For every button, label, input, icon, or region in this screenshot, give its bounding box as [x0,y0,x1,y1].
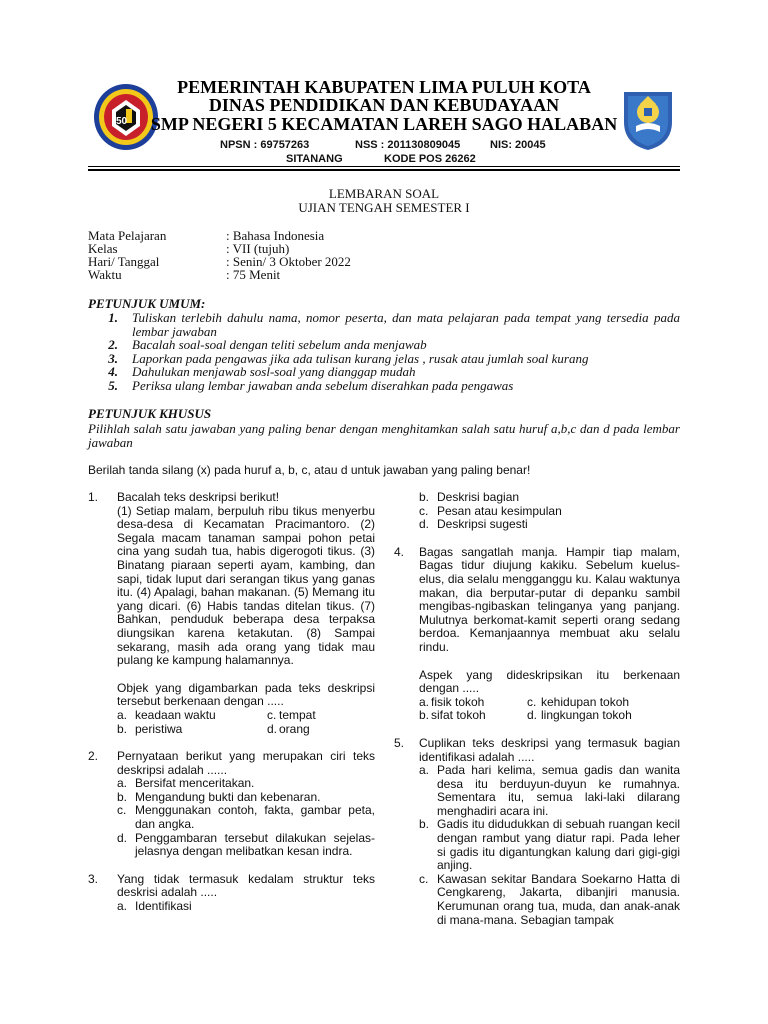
option-c[interactable]: c. Pesan atau kesimpulan [419,503,562,518]
answer-instruction: Berilah tanda silang (x) pada huruf a, b, c, atau d untuk jawaban yang paling benar! [88,463,531,477]
question-3-continued [394,491,680,532]
question-number: 4. [394,544,405,559]
letterhead-agency: DINAS PENDIDIKAN DAN KEBUDAYAAN [208,95,560,115]
identity-label: Hari/ Tanggal [88,254,160,269]
item-number: 1. [108,310,118,325]
option-a[interactable]: a. fisik tokoh [419,694,485,709]
identity-label: Mata Pelajaran [88,228,167,243]
item-number: 5. [108,377,118,393]
identity-value: : VII (tujuh) [226,241,290,256]
nis-number: NIS: 20045 [490,139,546,151]
question-intro: Bacalah teks deskripsi berikut! [117,490,280,504]
option-d[interactable]: d. Penggambaran tersebut dilakukan sejelas-jelasnya dengan melibatkan kesan indra. [117,830,375,859]
sheet-title: LEMBARAN SOAL [328,186,440,201]
item-text: Laporkan pada pengawas jika ada tulisan kurang jelas , rusak atau jumlah soal kurang [132,350,589,366]
option-a[interactable]: a. Pada hari kelima, semua gadis dan wanita desa itu berduyun-duyun ke rumahnya. Sementara itu, semua laki-laki dilarang menghadiri acara ini. [419,763,680,818]
option-c[interactable]: c. kehidupan tokoh [527,694,630,709]
list-item [88,379,680,393]
exam-identity [88,229,351,281]
right-column [394,491,680,927]
svg-text:50: 50 [116,116,128,127]
question-passage: (1) Setiap malam, berpuluh ribu tikus menyerbu desa-desa di Kecamatan Pracimantoro. (2) Segala macam tanaman sampai pohon petai cina yang sudah tua, habis digerogoti tikus. (3) Binatang piaraan seperti ayam, kambing, dan sapi, tidak luput dari serangan tikus yang ganas itu. (4) Apalagi, bahan makanan. (5) Memang itu yang dicari. (6) Habis tandas ditelan tikus. (7) Bahkan, penduduk beberapa desa terpaksa diungsikan karena ketakutan. (8) Sampai sekarang, masih ada orang yang tidak mau pulang ke kampung halamannya. [117,503,375,668]
item-number: 2. [108,337,118,352]
question-passage: Bagas sangatlah manja. Hampir tiap malam, Bagas tidur diujung kakiku. Sebelum kuelus-elus, dia selalu mengganggu ku. Kalau waktunya makan, dia berputar-putar di depanku sambil mengibas-ngibaskan telinganya yang panjang. Mulutnya berkomat-kamit seperti orang sedang berdoa. Kemanjaannya membuat aku selalu rindu. [419,544,680,654]
school-location: SITANANG [286,153,343,165]
left-column [88,491,375,914]
option-b[interactable]: b. Deskrisi bagian [419,490,520,504]
option-c[interactable]: c. tempat [267,707,316,722]
option-d[interactable]: d. orang [267,721,310,736]
option-row [117,723,375,737]
question-stem: Pernyataan berikut yang merupakan ciri teks deskripsi adalah ...... [117,749,375,777]
option-b[interactable]: b. peristiwa [117,721,183,736]
option-a[interactable]: a. Identifikasi [117,899,192,914]
option-row [419,709,680,723]
option-d[interactable]: d. lingkungan tokoh [527,708,632,723]
item-text: Dahulukan menjawab sosl-soal yang dianggap mudah [132,364,416,379]
question-number: 2. [88,749,99,764]
identity-value: : Senin/ 3 Oktober 2022 [226,254,351,269]
letterhead-school: SMP NEGERI 5 KECAMATAN LAREH SAGO HALABAN [150,114,618,134]
question-number: 3. [88,871,99,886]
identity-value: : Bahasa Indonesia [226,228,325,243]
question-stem: Yang tidak termasuk kedalam struktur teks deskrisi adalah ..... [117,871,375,900]
question-2 [88,750,375,859]
letterhead-divider-thick [88,169,680,171]
npsn-number: NPSN : 69757263 [220,139,310,151]
question-number: 5. [394,735,405,750]
general-instructions-heading: PETUNJUK UMUM: [88,296,206,311]
identity-label: Kelas [88,241,118,256]
list-item [88,352,680,366]
letterhead-divider-thin [88,166,680,167]
option-b[interactable]: b. Gadis itu didudukkan di sebuah ruangan kecil dengan rambut yang diatur rapi. Pada leher si gadis itu digantungkan kalung dari gigi-gigi anjing. [419,817,680,873]
item-text: Periksa ulang lembar jawaban anda sebelum diserahkan pada pengawas [132,377,514,393]
option-row [117,709,375,723]
option-c[interactable]: c. Kawasan sekitar Bandara Soekarno Hatta di Cengkareng, Jakarta, dibanjiri manusia. Kerumunan orang tua, muda, dan anak-anak di mana-mana. Sebagian tampak [419,871,680,927]
item-number: 4. [108,364,118,379]
question-stem: Objek yang digambarkan pada teks deskripsi tersebut berkenaan dengan ..... [117,680,375,709]
question-stem: Aspek yang dideskripsikan itu berkenaan dengan ..... [419,667,680,696]
identity-label: Waktu [88,267,122,282]
list-item [88,365,680,379]
general-instructions-list [88,311,680,392]
exam-title: UJIAN TENGAH SEMESTER I [298,200,470,215]
nss-number: NSS : 201130809045 [355,139,461,151]
question-3 [88,873,375,914]
question-number: 1. [88,490,99,504]
special-instructions-heading: PETUNJUK KHUSUS [88,406,212,421]
option-row [419,696,680,710]
option-a[interactable]: a. Bersifat menceritakan. [117,776,255,791]
item-text: Bacalah soal-soal dengan teliti sebelum anda menjawab [132,337,427,352]
question-5 [394,737,680,927]
question-stem: Cuplikan teks deskripsi yang termasuk bagian identifikasi adalah ..... [419,735,680,764]
letterhead-government: PEMERINTAH KABUPATEN LIMA PULUH KOTA [177,77,591,97]
list-item [88,338,680,352]
identity-row [88,229,351,242]
option-d[interactable]: d. Deskripsi sugesti [419,517,528,532]
postal-code: KODE POS 26262 [384,153,476,165]
option-b[interactable]: b. sifat tokoh [419,708,486,723]
identity-row [88,255,351,268]
question-4 [394,546,680,723]
identity-value: : 75 Menit [226,267,281,282]
option-c[interactable]: c. Menggunakan contoh, fakta, gambar peta, dan angka. [117,803,375,832]
option-a[interactable]: a. keadaan waktu [117,707,216,722]
list-item [88,311,680,338]
question-1 [88,491,375,736]
identity-row [88,268,351,281]
item-text: Tuliskan terlebih dahulu nama, nomor peserta, dan mata pelajaran pada tempat yang tersedia pada lembar jawaban [132,310,680,339]
special-instructions-text: Pilihlah salah satu jawaban yang paling benar dengan menghitamkan salah satu huruf a,b,c dan d pada lembar jawaban [88,421,680,450]
item-number: 3. [108,350,118,366]
option-b[interactable]: b. Mengandung bukti dan kebenaran. [117,789,321,804]
